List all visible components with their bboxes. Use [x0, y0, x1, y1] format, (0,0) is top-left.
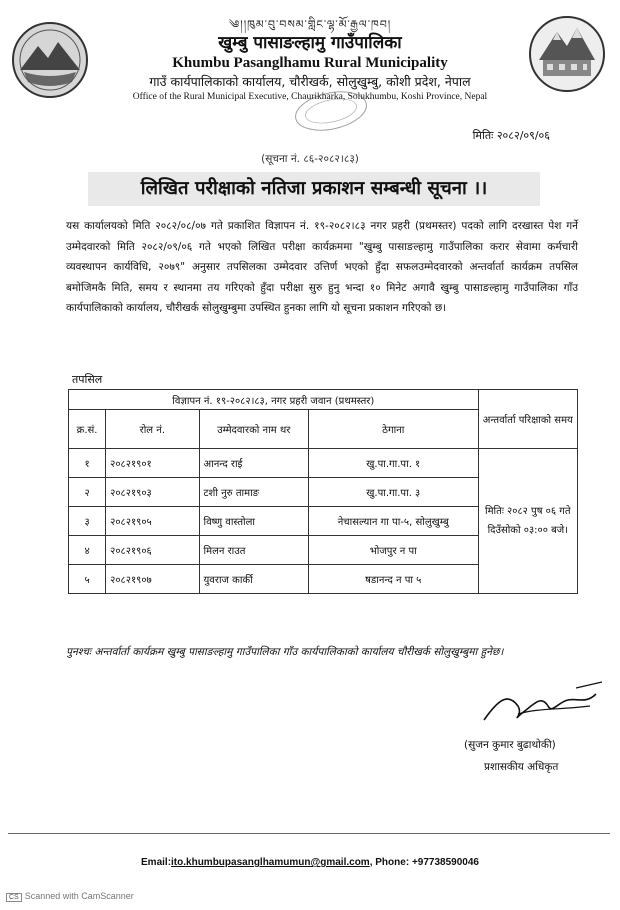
camscanner-text: Scanned with CamScanner	[24, 891, 134, 901]
row-roll: २०८२१९०१	[106, 449, 199, 478]
row-address: भोजपुर न पा	[308, 536, 478, 565]
office-address-nepali: गाउँ कार्यपालिकाको कार्यालय, चौरीखर्क, सोलुखुम्बु, कोशी प्रदेश, नेपाल	[149, 74, 471, 89]
notice-body: यस कार्यालयको मिति २०८२/०८/०७ गते प्रकाशित विज्ञापन नं. १९-२०८२।८३ नगर प्रहरी (प्रथमस्तर) पदको लागि दरखास्त पेश गर्ने उम्मेदवारको मिति २०८२/०९/०६ गते भएको लिखित परीक्षा कार्यक्रममा "खुम्बु पासाङल्हामु गाउँपालिका करार सेवामा कर्मचारी व्यवस्थापन कार्यविधि, २०७९" अनुसार तपसिलका उम्मेदवार उत्तिर्ण भएको हुँदा सफलउम्मेदवारको अन्तर्वार्ता कार्यक्रम तपसिल बमोजिमकै मिति, समय र स्थानमा तय गरिएको हुँदा परीक्षा सुरु हुनु भन्दा १० मिनेट अगावै खुम्बु पासाङल्हामु गाउँपालिका गाँउ कार्यपालिकाको कार्यालय, चौरीखर्क सोलुखुम्बुमा उपस्थित हुनका लागि यो सूचना प्रकाशन गरिएको छ।	[66, 220, 578, 314]
interview-time-cell: मितिः २०८२ पुष ०६ गते दिउँसोको ०३:०० बजे।	[478, 449, 577, 594]
signatory-designation: प्रशासकीय अधिकृत	[484, 761, 559, 773]
row-serial: ५	[69, 565, 106, 594]
signatory-name: (सुजन कुमार बुढाथोकी)	[464, 739, 556, 751]
municipality-title-english: Khumbu Pasanglhamu Rural Municipality	[172, 55, 448, 71]
row-name: युवराज कार्की	[199, 565, 308, 594]
row-roll: २०८२१९०७	[106, 565, 199, 594]
camscanner-icon: CS	[6, 893, 22, 902]
camscanner-watermark	[6, 891, 134, 902]
results-table	[68, 389, 578, 594]
header-serial: क्र.सं.	[69, 410, 106, 449]
notice-title: लिखित परीक्षाको नतिजा प्रकाशन सम्बन्धी सूचना ।।	[88, 172, 540, 206]
row-roll: २०८२१९०३	[106, 478, 199, 507]
row-address: खु.पा.गा.पा. ३	[308, 478, 478, 507]
office-address-english: Office of the Rural Municipal Executive, Chaurikharka, Solukhumbu, Koshi Province, Nepal	[132, 92, 488, 102]
notice-date: मितिः २०८२/०९/०६	[472, 129, 550, 142]
tapsil-label: तपसिल	[72, 373, 103, 386]
row-roll: २०८२१९०५	[106, 507, 199, 536]
table-row	[69, 449, 578, 478]
email-label: Email:	[141, 857, 172, 868]
email-link[interactable]: ito.khumbupasanglhamumun@gmail.com	[171, 857, 370, 868]
row-name: विष्णु वास्तोला	[199, 507, 308, 536]
row-name: आनन्द राई	[199, 449, 308, 478]
notice-number: (सूचना नं. ८६-२०८२।८३)	[261, 153, 359, 165]
row-serial: ४	[69, 536, 106, 565]
signature	[478, 680, 608, 734]
phone-number: +97738590046	[411, 857, 479, 868]
phone-label: , Phone:	[369, 857, 412, 868]
row-roll: २०८२१९०६	[106, 536, 199, 565]
header-roll: रोल नं.	[106, 410, 199, 449]
header-address: ठेगाना	[308, 410, 478, 449]
header-interview-time: अन्तर्वार्ता परिक्षाको समय	[478, 390, 577, 449]
footer-divider	[8, 833, 610, 834]
row-serial: २	[69, 478, 106, 507]
row-name: मिलन राउत	[199, 536, 308, 565]
row-address: नेचासल्यान गा पा-५, सोलुखुम्बु	[308, 507, 478, 536]
contact-line	[0, 857, 620, 868]
row-address: खु.पा.गा.पा. १	[308, 449, 478, 478]
table-caption: विज्ञापन नं. १९-२०८२।८३, नगर प्रहरी जवान (प्रथमस्तर)	[69, 390, 479, 410]
row-name: टशी नुरु तामाङ	[199, 478, 308, 507]
row-serial: ३	[69, 507, 106, 536]
row-address: षडानन्द न पा ५	[308, 565, 478, 594]
footnote: पुनश्चः अन्तर्वार्ता कार्यक्रम खुम्बु पासाङल्हामु गाउँपालिका गाँउ कार्यपालिकाको कार्यालय चौरीखर्क सोलुखुम्बुमा हुनेछ।	[66, 646, 504, 658]
municipality-title-nepali: खुम्बु पासाङल्हामु गाउँपालिका	[218, 33, 402, 53]
tibetan-header: ༄།།ཁུམ་བུ་བསམ་གླིང་ལྷ་མོ་རྒྱལ་ཁབ།	[228, 18, 392, 31]
row-serial: १	[69, 449, 106, 478]
office-stamp	[292, 90, 370, 132]
header-name: उम्मेदवारको नाम थर	[199, 410, 308, 449]
